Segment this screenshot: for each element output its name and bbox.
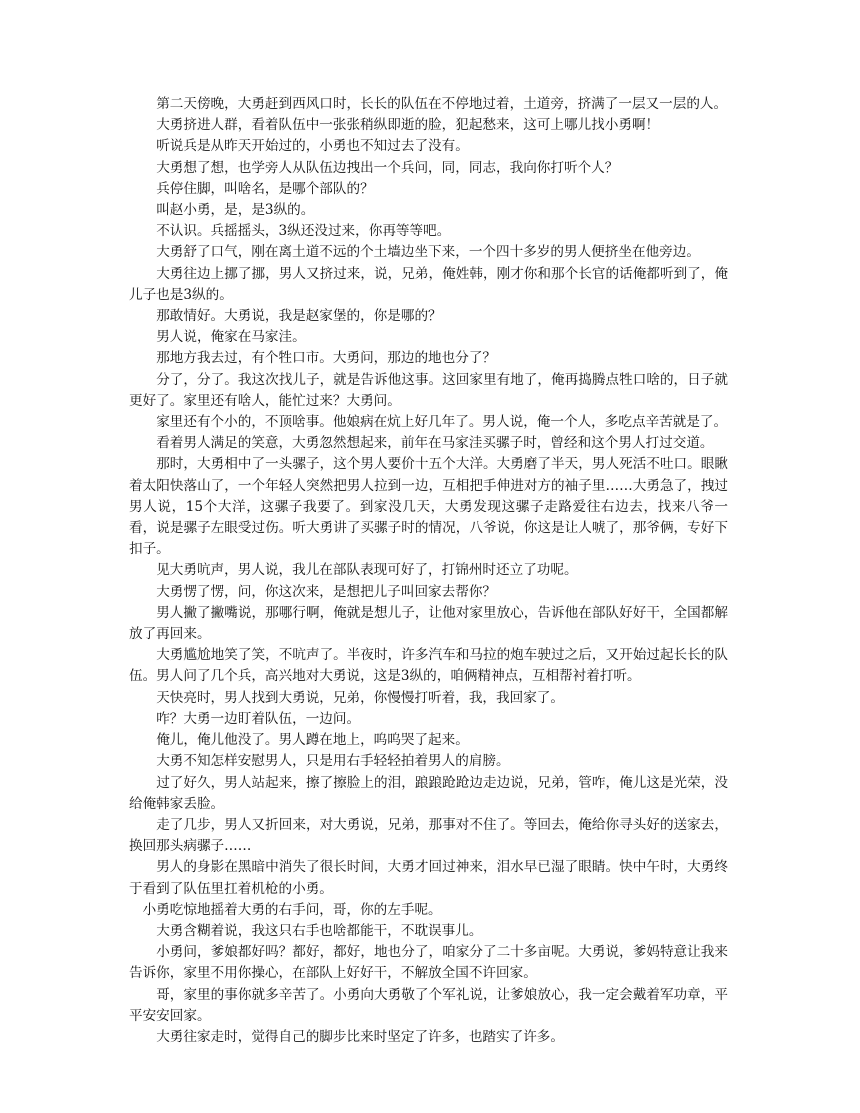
- paragraph: 大勇往边上挪了挪，男人又挤过来，说，兄弟，俺姓韩，刚才你和那个长官的话俺都听到了，俺儿子也是3纵的。: [129, 265, 728, 303]
- paragraph: 大勇往家走时，觉得自己的脚步比来时坚定了许多，也踏实了许多。: [156, 1028, 564, 1045]
- paragraph: 男人说，俺家在马家洼。: [156, 329, 306, 346]
- paragraph: 看着男人满足的笑意，大勇忽然想起来，前年在马家洼买骡子时，曾经和这个男人打过交道。: [156, 435, 714, 452]
- paragraph: 家里还有个小的，不顶啥事。他娘病在炕上好几年了。男人说，俺一个人，多吃点辛苦就是了。: [156, 414, 728, 431]
- paragraph: 兵停住脚，叫啥名，是哪个部队的？: [156, 180, 374, 197]
- paragraph: 咋？大勇一边盯着队伍，一边问。: [156, 710, 361, 727]
- paragraph: 那地方我去过，有个牲口市。大勇问，那边的地也分了？: [156, 350, 497, 367]
- paragraph: 走了几步，男人又折回来，对大勇说，兄弟，那事对不住了。等回去，俺给你寻头好的送家去，换回那头病骡子……: [129, 816, 728, 855]
- paragraph: 哥，家里的事你就多辛苦了。小勇向大勇敬了个军礼说，让爹娘放心，我一定会戴着军功章，平平安安回家。: [129, 986, 728, 1024]
- paragraph: 大勇舒了口气，刚在离土道不远的个土墙边坐下来，一个四十多岁的男人便挤坐在他旁边。: [156, 244, 700, 261]
- paragraph: 俺儿，俺儿他没了。男人蹲在地上，呜呜哭了起来。: [156, 732, 469, 749]
- paragraph: 男人撇了撇嘴说，那哪行啊，俺就是想儿子，让他对家里放心，告诉他在部队好好干，全国都解放了再回来。: [129, 604, 728, 643]
- paragraph: 男人的身影在黑暗中消失了很长时间，大勇才回过神来，泪水早已湿了眼睛。快中午时，大勇终于看到了队伍里扛着机枪的小勇。: [129, 859, 728, 897]
- paragraph: 小勇问，爹娘都好吗？都好，都好，地也分了，咱家分了二十多亩呢。大勇说，爹妈特意让我来告诉你，家里不用你操心，在部队上好好干，不解放全国不许回家。: [129, 944, 728, 982]
- paragraph: 大勇挤进人群，看着队伍中一张张稍纵即逝的脸，犯起愁来，这可上哪儿找小勇啊！: [156, 117, 660, 134]
- paragraph: 分了，分了。我这次找儿子，就是告诉他这事。这回家里有地了，俺再捣腾点牲口啥的，日子就更好了。家里还有啥人，能忙过来？大勇问。: [129, 371, 728, 409]
- paragraph: 大勇尴尬地笑了笑，不吭声了。半夜时，许多汽车和马拉的炮车驶过之后，又开始过起长长的队伍。男人问了几个兵，高兴地对大勇说，这是3纵的，咱俩精神点，互相帮衬着打听。: [129, 647, 728, 685]
- paragraph: 见大勇吭声，男人说，我儿在部队表现可好了，打锦州时还立了功呢。: [156, 562, 578, 579]
- paragraph: 天快亮时，男人找到大勇说，兄弟，你慢慢打听着，我，我回家了。: [156, 689, 564, 706]
- paragraph: 大勇愣了愣，问，你这次来，是想把儿子叫回家去帮你？: [156, 583, 497, 600]
- paragraph: 大勇含糊着说，我这只右手也啥都能干，不耽误事儿。: [156, 922, 483, 939]
- paragraph: 听说兵是从昨天开始过的，小勇也不知过去了没有。: [156, 138, 469, 155]
- paragraph: 不认识。兵摇摇头，3纵还没过来，你再等等吧。: [156, 223, 451, 240]
- paragraph: 那敢情好。大勇说，我是赵家堡的，你是哪的？: [156, 308, 442, 325]
- paragraph: 那时，大勇相中了一头骡子，这个男人要价十五个大洋。大勇磨了半天，男人死活不吐口。眼瞅着太阳快落山了，一个年轻人突然把男人拉到一边，互相把手伸进对方的袖子里……大勇急了，拽过男人说，15个大洋，这骡子我要了。到家没几天，大勇发现这骡子走路爱往右边去，找来八爷一看，说是骡子左眼受过伤。听大勇讲了买骡子时的情况，八爷说，你这是让人唬了，那爷俩，专好下扣子。: [129, 456, 728, 558]
- paragraph: 叫赵小勇，是，是3纵的。: [156, 202, 315, 219]
- paragraph: 第二天傍晚，大勇赶到西风口时，长长的队伍在不停地过着，土道旁，挤满了一层又一层的人。: [156, 96, 728, 112]
- paragraph: 大勇不知怎样安慰男人，只是用右手轻轻拍着男人的肩膀。: [156, 753, 510, 770]
- paragraph: 大勇想了想，也学旁人从队伍边拽出一个兵问，同，同志，我向你打听个人？: [156, 159, 619, 176]
- paragraph: 小勇吃惊地摇着大勇的右手问，哥，你的左手呢。: [142, 901, 442, 918]
- paragraph: 过了好久，男人站起来，擦了擦脸上的泪，踉踉跄跄边走边说，兄弟，管咋，俺儿这是光荣，没给俺韩家丢脸。: [129, 774, 728, 812]
